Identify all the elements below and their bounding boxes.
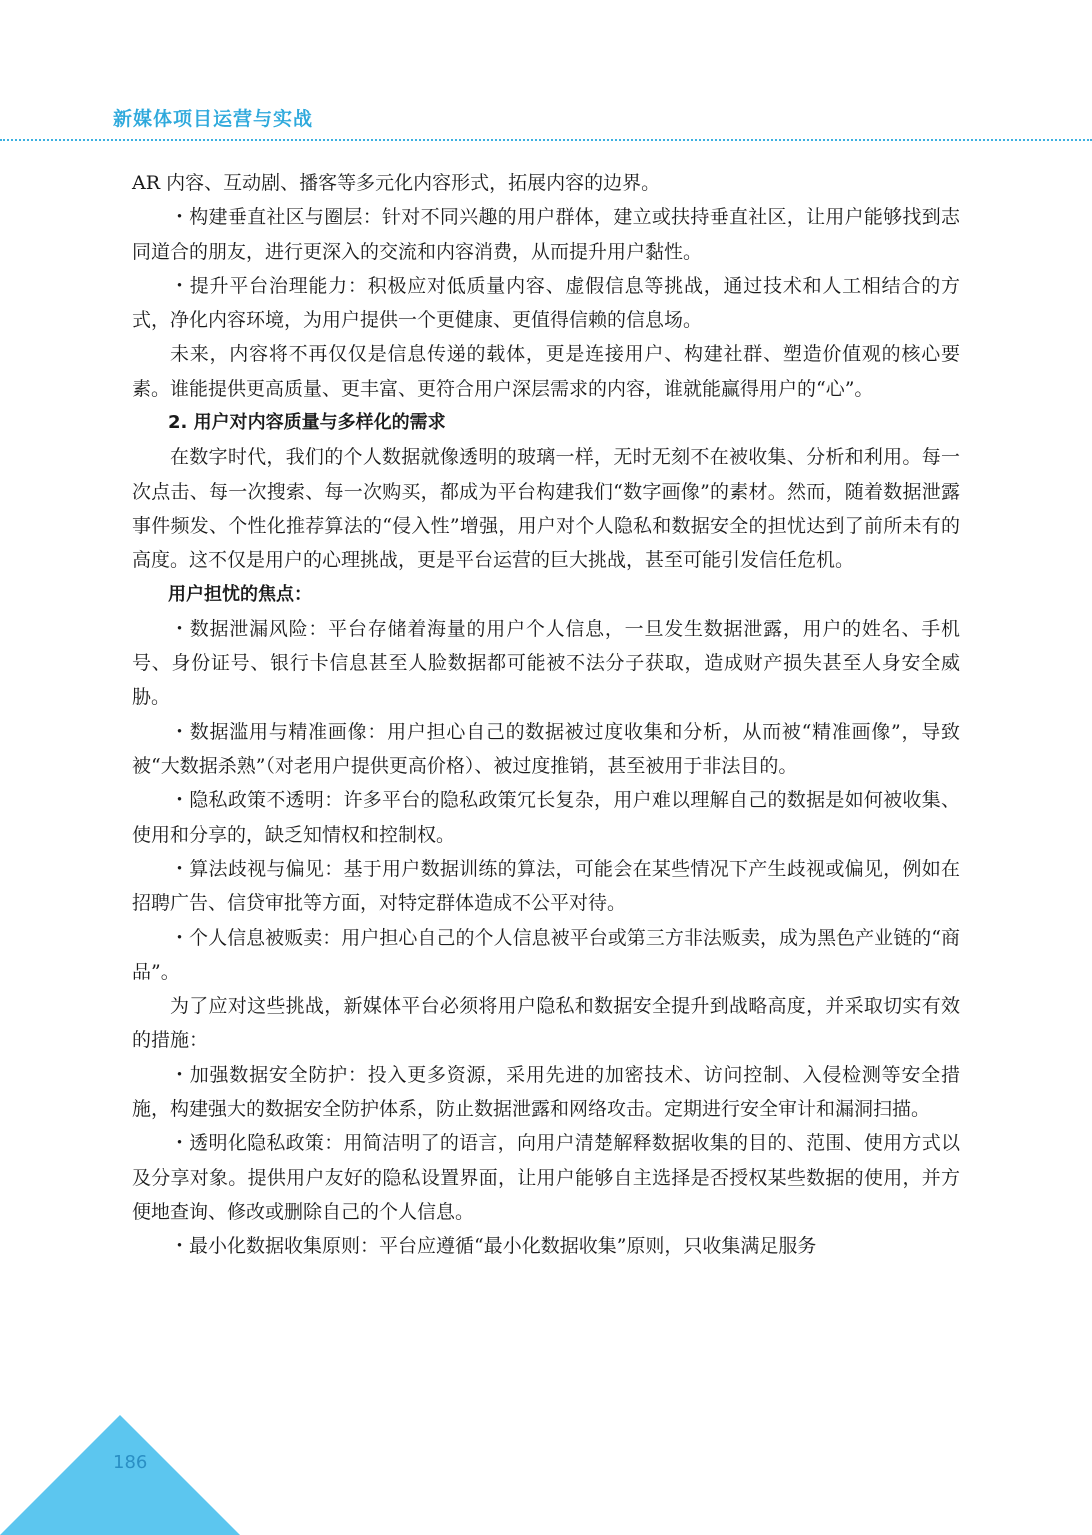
paragraph: ・个人信息被贩卖：用户担心自己的个人信息被平台或第三方非法贩卖，成为黑色产业链的“商品”。 bbox=[132, 926, 960, 983]
body-text bbox=[132, 166, 960, 1264]
header-dotted-rule bbox=[0, 139, 1092, 141]
paragraph: ・最小化数据收集原则：平台应遵循“最小化数据收集”原则，只收集满足服务 bbox=[170, 1235, 817, 1258]
paragraph: ・加强数据安全防护：投入更多资源，采用先进的加密技术、访问控制、入侵检测等安全措施，构建强大的数据安全防护体系，防止数据泄露和网络攻击。定期进行安全审计和漏洞扫描。 bbox=[132, 1063, 960, 1121]
running-header-title: 新媒体项目运营与实战 bbox=[113, 108, 314, 130]
paragraph: ・算法歧视与偏见：基于用户数据训练的算法，可能会在某些情况下产生歧视或偏见，例如在招聘广告、信贷审批等方面，对特定群体造成不公平对待。 bbox=[132, 857, 960, 915]
paragraph: ・隐私政策不透明：许多平台的隐私政策冗长复杂，用户难以理解自己的数据是如何被收集、使用和分享的，缺乏知情权和控制权。 bbox=[132, 789, 960, 846]
paragraph: ・透明化隐私政策：用简洁明了的语言，向用户清楚解释数据收集的目的、范围、使用方式以及分享对象。提供用户友好的隐私设置界面，让用户能够自主选择是否授权某些数据的使用，并方便地查询、修改或删除自己的个人信息。 bbox=[132, 1132, 960, 1223]
paragraph: ・构建垂直社区与圈层：针对不同兴趣的用户群体，建立或扶持垂直社区，让用户能够找到志同道合的朋友，进行更深入的交流和内容消费，从而提升用户黏性。 bbox=[132, 206, 960, 263]
paragraph: 在数字时代，我们的个人数据就像透明的玻璃一样，无时无刻不在被收集、分析和利用。每一次点击、每一次搜索、每一次购买，都成为平台构建我们“数字画像”的素材。然而，随着数据泄露事件频发、个性化推荐算法的“侵入性”增强，用户对个人隐私和数据安全的担忧达到了前所未有的高度。这不仅是用户的心理挑战，更是平台运营的巨大挑战，甚至可能引发信任危机。 bbox=[132, 446, 960, 572]
page-corner-triangle bbox=[0, 1415, 240, 1535]
page-number: 186 bbox=[113, 1452, 148, 1473]
paragraph: ・提升平台治理能力：积极应对低质量内容、虚假信息等挑战，通过技术和人工相结合的方式，净化内容环境，为用户提供一个更健康、更值得信赖的信息场。 bbox=[132, 274, 960, 332]
paragraph: ・数据滥用与精准画像：用户担心自己的数据被过度收集和分析，从而被“精准画像”，导致被“大数据杀熟”（对老用户提供更高价格）、被过度推销，甚至被用于非法目的。 bbox=[132, 720, 960, 778]
paragraph: 为了应对这些挑战，新媒体平台必须将用户隐私和数据安全提升到战略高度，并采取切实有效的措施： bbox=[132, 995, 960, 1052]
paragraph: 未来，内容将不再仅仅是信息传递的载体，更是连接用户、构建社群、塑造价值观的核心要素。谁能提供更高质量、更丰富、更符合用户深层需求的内容，谁就能赢得用户的“心”。 bbox=[132, 343, 960, 400]
paragraph: AR 内容、互动剧、播客等多元化内容形式，拓展内容的边界。 bbox=[132, 172, 661, 194]
section-heading: 2. 用户对内容质量与多样化的需求 bbox=[168, 412, 446, 434]
section-heading: 用户担忧的焦点： bbox=[168, 583, 312, 605]
paragraph: ・数据泄漏风险：平台存储着海量的用户个人信息，一旦发生数据泄露，用户的姓名、手机号、身份证号、银行卡信息甚至人脸数据都可能被不法分子获取，造成财产损失甚至人身安全威胁。 bbox=[132, 617, 960, 709]
